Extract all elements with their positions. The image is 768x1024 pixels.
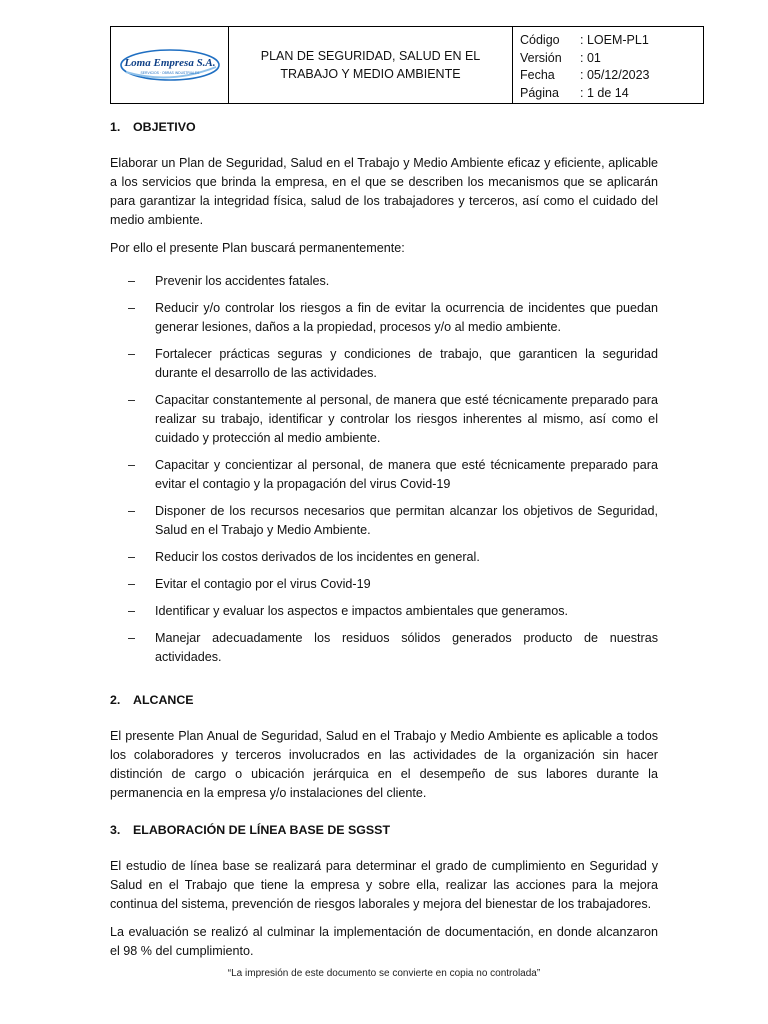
section-title: OBJETIVO [133,120,196,134]
list-item [110,575,658,594]
list-item [110,299,658,337]
objectives-list [110,272,658,667]
list-item-text: Fortalecer prácticas seguras y condiciones de trabajo, que garanticen la seguridad durante el desarrollo de las actividades. [155,347,658,380]
paragraph: La evaluación se realizó al culminar la implementación de documentación, en donde alcanzaron el 98 % del cumplimiento. [110,925,658,958]
list-item-text: Capacitar constantemente al personal, de manera que esté técnicamente preparado para realizar su trabajo, identificar y controlar los riesgos inherentes al mismo, así como el cuidado y protección al medio ambiente. [155,393,658,445]
document-metadata [513,27,703,103]
dash-bullet: – [128,347,136,361]
section-title: ALCANCE [133,693,194,707]
meta-page [520,85,703,103]
dash-bullet: – [128,274,136,288]
list-item [110,502,658,540]
dash-bullet: – [128,458,136,472]
dash-bullet: – [128,577,136,591]
dash-bullet: – [128,504,136,518]
meta-code [520,32,703,50]
list-item-text: Disponer de los recursos necesarios que permitan alcanzar los objetivos de Seguridad, Salud en el Trabajo y Medio Ambiente. [155,504,658,537]
svg-text:Loma Empresa S.A.: Loma Empresa S.A. [123,57,216,69]
list-item [110,629,658,667]
meta-label: Página [520,85,559,100]
section-heading-alcance [110,691,658,710]
meta-value: : LOEM-PL1 [580,33,649,47]
page-footer-disclaimer: “La impresión de este documento se convierte en copia no controlada” [227,968,541,979]
document-body [110,118,658,970]
section-heading-linea-base [110,821,658,840]
dash-bullet: – [128,631,136,645]
meta-label: Código [520,33,560,47]
list-item-text: Reducir los costos derivados de los incidentes en general. [155,550,480,564]
section-number: 3. [110,823,121,837]
paragraph: Por ello el presente Plan buscará permanentemente: [110,241,405,255]
section-number: 1. [110,120,121,134]
list-item [110,391,658,448]
document-header [110,26,704,104]
loma-empresa-logo-icon [118,45,222,85]
paragraph: El presente Plan Anual de Seguridad, Salud en el Trabajo y Medio Ambiente es aplicable a todos los colaboradores y terceros involucrados en las actividades de la organización sin hacer distinción de cargo o ubicación jerárquica en el desempeño de sus labores durante la permanencia en la empresa y/o instalaciones del cliente. [110,729,658,800]
section-number: 2. [110,693,121,707]
meta-label: Fecha [520,68,555,82]
list-item-text: Evitar el contagio por el virus Covid-19 [155,577,371,591]
meta-version [520,50,703,68]
list-item [110,345,658,383]
document-title: PLAN DE SEGURIDAD, SALUD EN EL TRABAJO Y MEDIO AMBIENTE [229,27,513,103]
list-item-text: Prevenir los accidentes fatales. [155,274,330,288]
list-item-text: Capacitar y concientizar al personal, de manera que esté técnicamente preparado para evitar el contagio y la propagación del virus Covid-19 [155,458,658,491]
dash-bullet: – [128,301,136,315]
section-heading-objetivo [110,118,658,137]
paragraph: El estudio de línea base se realizará para determinar el grado de cumplimiento en Seguridad y Salud en el Trabajo que tiene la empresa y sobre ella, realizar las acciones para la mejora continua del sistema, prevención de riesgos laborales y mejora del bienestar de los trabajadores. [110,859,658,911]
dash-bullet: – [128,550,136,564]
company-logo [111,27,229,103]
meta-value: : 01 [580,50,601,65]
dash-bullet: – [128,393,136,407]
paragraph: Elaborar un Plan de Seguridad, Salud en el Trabajo y Medio Ambiente eficaz y eficiente, aplicable a los servicios que brinda la empresa, en el que se describen los mecanismos que se aplicarán para garantizar la integridad física, salud de los trabajadores y terceros, así como el cuidado del medio ambiente. [110,156,658,227]
list-item [110,602,658,621]
meta-date [520,67,703,85]
list-item-text: Identificar y evaluar los aspectos e impactos ambientales que generamos. [155,604,569,618]
list-item [110,456,658,494]
list-item [110,272,658,291]
list-item [110,548,658,567]
meta-value: : 1 de 14 [580,85,629,100]
list-item-text: Manejar adecuadamente los residuos sólidos generados producto de nuestras actividades. [155,631,658,664]
meta-label: Versión [520,50,562,65]
dash-bullet: – [128,604,136,618]
section-title: ELABORACIÓN DE LÍNEA BASE DE SGSST [133,823,391,837]
meta-value: : 05/12/2023 [580,68,650,82]
svg-text:SERVICIOS · OBRAS INDUSTRIALES: SERVICIOS · OBRAS INDUSTRIALES [140,71,199,75]
list-item-text: Reducir y/o controlar los riesgos a fin de evitar la ocurrencia de incidentes que puedan generar lesiones, daños a la propiedad, procesos y/o al medio ambiente. [155,301,658,334]
